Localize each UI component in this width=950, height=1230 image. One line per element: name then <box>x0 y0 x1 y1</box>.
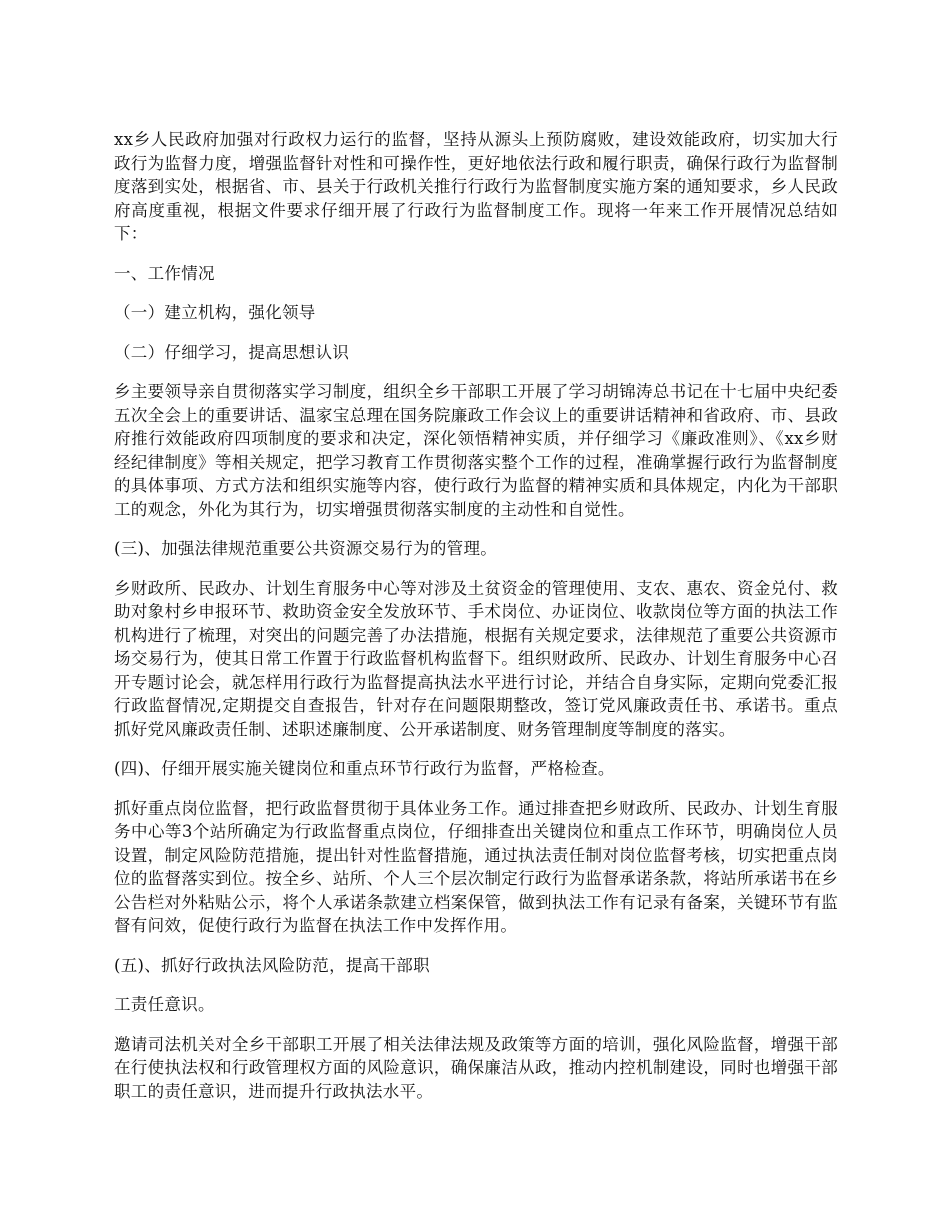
body-paragraph-training: 邀请司法机关对全乡干部职工开展了相关法律法规及政策等方面的培训，强化风险监督，增强干部在行使执法权和行政管理权方面的风险意识，确保廉洁从政，推动内控机制建设，同时也增强干部职工的责任意识，进而提升行政执法水平。 <box>114 1034 838 1101</box>
intro-paragraph: xx乡人民政府加强对行政权力运行的监督，坚持从源头上预防腐败，建设效能政府，切实加大行政行为监督力度，增强监督针对性和可操作性，更好地依法行政和履行职责，确保行政行为监督制度落到实处，根据省、市、县关于行政机关推行行政行为监督制度实施方案的通知要求，乡人民政府高度重视，根据文件要求仔细开展了行政行为监督制度工作。现将一年来工作开展情况总结如下： <box>114 130 838 243</box>
subheading-2: （二）仔细学习，提高思想认识 <box>114 342 350 362</box>
subheading-4: (四)、仔细开展实施关键岗位和重点环节行政行为监督，严格检查。 <box>114 759 615 778</box>
subheading-5-continued: 工责任意识。 <box>114 995 215 1014</box>
subheading-3: (三)、加强法律规范重要公共资源交易行为的管理。 <box>114 539 498 558</box>
body-paragraph-key-posts: 抓好重点岗位监督，把行政监督贯彻于具体业务工作。通过排查把乡财政所、民政办、计划生育服务中心等3个站所确定为行政监督重点岗位，仔细排查出关键岗位和重点工作环节，明确岗位人员设置，制定风险防范措施，提出针对性监督措施，通过执法责任制对岗位监督考核，切实把重点岗位的监督落实到位。按全乡、站所、个人三个层次制定行政行为监督承诺条款，将站所承诺书在乡公告栏对外粘贴公示，将个人承诺条款建立档案保管，做到执法工作有记录有备案，关键环节有监督有问效，促使行政行为监督在执法工作中发挥作用。 <box>114 798 838 935</box>
body-paragraph-resources: 乡财政所、民政办、计划生育服务中心等对涉及土贫资金的管理使用、支农、惠农、资金兑付、救助对象村乡申报环节、救助资金安全发放环节、手术岗位、办证岗位、收款岗位等方面的执法工作机构进行了梳理，对突出的问题完善了办法措施，根据有关规定要求，法律规范了重要公共资源市场交易行为，使其日常工作置于行政监督机构监督下。组织财政所、民政办、计划生育服务中心召开专题讨论会，就怎样用行政行为监督提高执法水平进行讨论，并结合自身实际，定期向党委汇报行政监督情况,定期提交自查报告，针对存在问题限期整改，签订党风廉政责任书、承诺书。重点抓好党风廉政责任制、述职述廉制度、公开承诺制度、财务管理制度等制度的落实。 <box>114 578 838 739</box>
subheading-1: （一）建立机构，强化领导 <box>114 303 316 322</box>
section-heading-work-situation: 一、工作情况 <box>114 263 215 283</box>
subheading-5: (五)、抓好行政执法风险防范，提高干部职 <box>114 955 430 975</box>
body-paragraph-study: 乡主要领导亲自贯彻落实学习制度，组织全乡干部职工开展了学习胡锦涛总书记在十七届中央纪委五次全会上的重要讲话、温家宝总理在国务院廉政工作会议上的重要讲话精神和省政府、市、县政府推行效能政府四项制度的要求和决定，深化领悟精神实质，并仔细学习《廉政准则》、《xx乡财经纪律制度》等相关规定，把学习教育工作贯彻落实整个工作的过程，准确掌握行政行为监督制度的具体事项、方式方法和组织实施等内容，使行政行为监督的精神实质和具体规定，内化为干部职工的观念，外化为其行为，切实增强贯彻落实制度的主动性和自觉性。 <box>114 382 838 519</box>
